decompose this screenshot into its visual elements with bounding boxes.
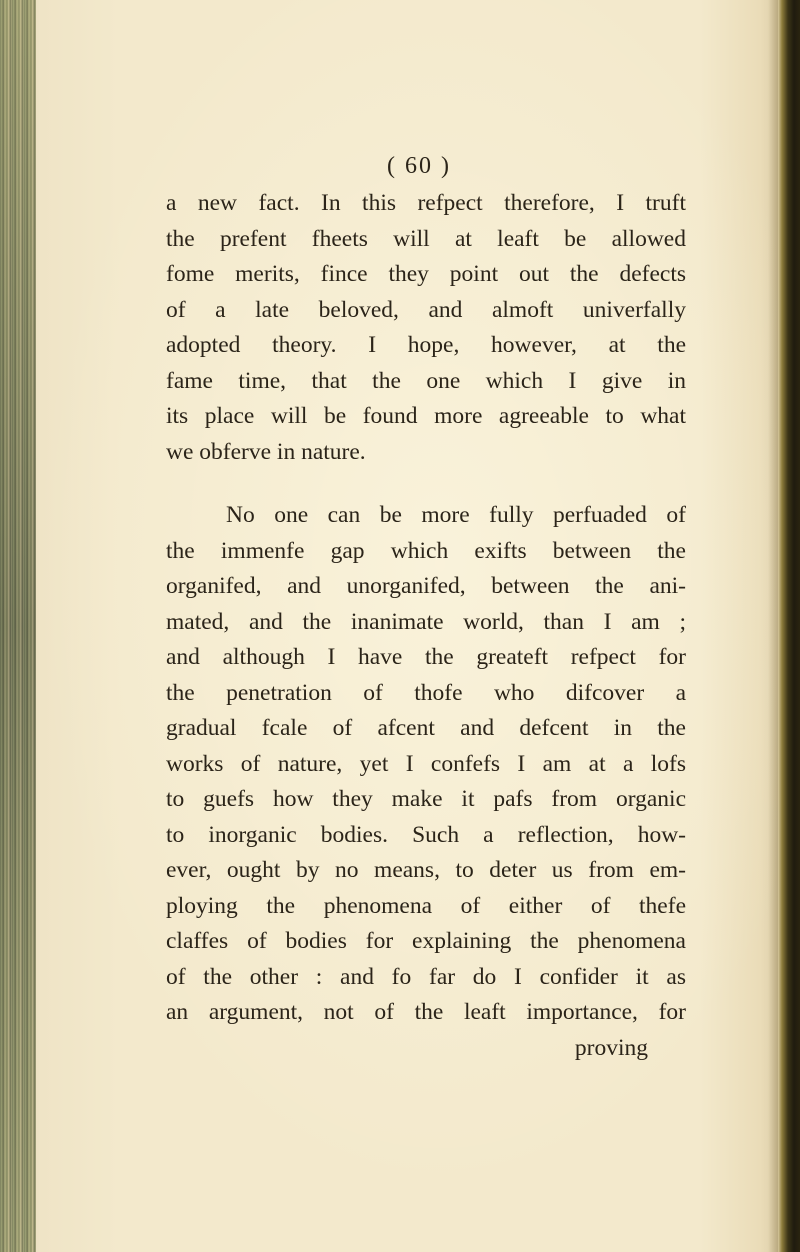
paragraph-2 <box>166 498 686 1031</box>
text-line: fome merits, fince they point out the defects <box>166 261 686 287</box>
page-right-edge <box>778 0 800 1252</box>
catchword: proving <box>574 1034 648 1061</box>
paragraph-gap <box>166 470 686 498</box>
text-line: to guefs how they make it pafs from organic <box>166 786 686 812</box>
text-line: the immenfe gap which exifts between the <box>166 537 686 564</box>
text-line: its place will be found more agreeable to what <box>166 403 686 429</box>
text-line: claffes of bodies for explaining the phenomena <box>166 928 686 954</box>
text-line: of a late beloved, and almoft univerfally <box>166 296 686 323</box>
text-line: gradual fcale of afcent and defcent in the <box>166 715 686 741</box>
paragraph-1 <box>166 186 686 470</box>
text-line: the penetration of thofe who difcover a <box>166 679 686 706</box>
text-line: and although I have the greateft refpect for <box>166 644 686 670</box>
text-line: fame time, that the one which I give in <box>166 367 686 394</box>
text-line: No one can be more fully perfuaded of <box>226 502 686 528</box>
text-line: ploying the phenomena of either of thefe <box>166 892 686 919</box>
text-line: to inorganic bodies. Such a reflection, how- <box>166 821 686 848</box>
book-binding-edge <box>0 0 36 1252</box>
text-line: adopted theory. I hope, however, at the <box>166 332 686 358</box>
page-number: ( 60 ) <box>387 153 451 179</box>
text-line: ever, ought by no means, to deter us from em- <box>166 857 686 883</box>
text-line: works of nature, yet I confefs I am at a lofs <box>166 750 686 777</box>
text-line: the prefent fheets will at leaft be allowed <box>166 225 686 252</box>
text-line: organifed, and unorganifed, between the ani- <box>166 573 686 599</box>
text-line: we obferve in nature. <box>166 438 366 465</box>
text-line: mated, and the inanimate world, than I am ; <box>166 608 686 635</box>
text-line: of the other : and fo far do I confider it as <box>166 963 686 990</box>
text-line: a new fact. In this refpect therefore, I truft <box>166 190 686 216</box>
page-text-block <box>166 146 686 1066</box>
text-line: an argument, not of the leaft importance, for <box>166 999 686 1025</box>
